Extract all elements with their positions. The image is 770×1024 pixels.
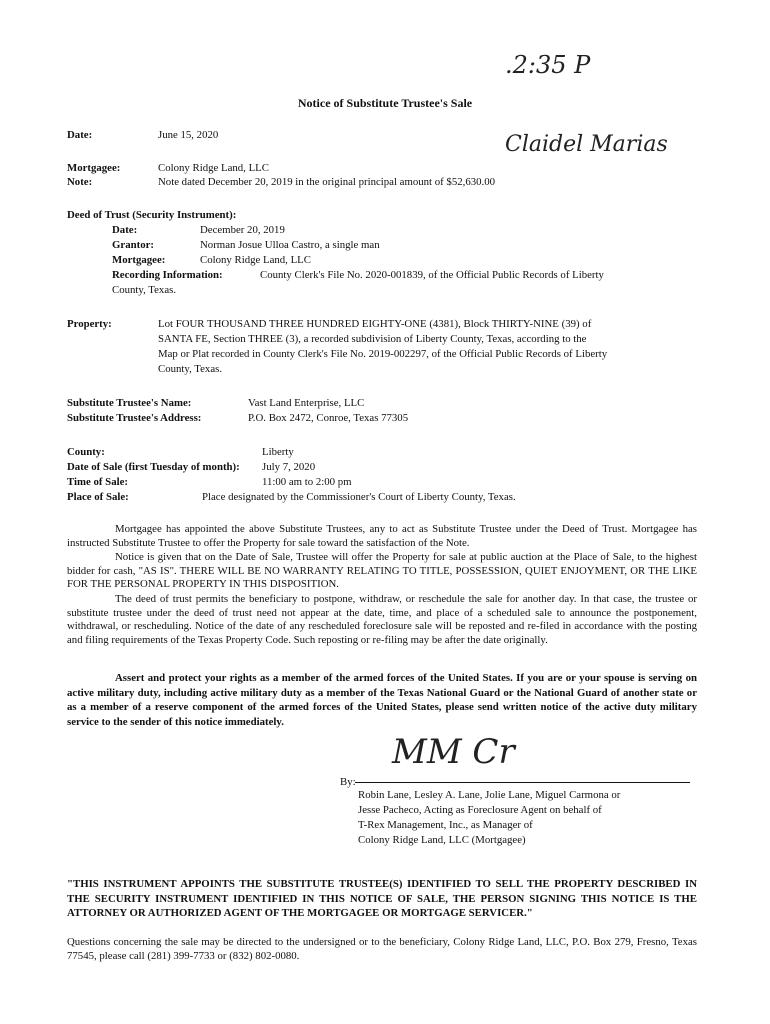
property-line4: County, Texas. — [158, 363, 223, 375]
instrument-notice: "THIS INSTRUMENT APPOINTS THE SUBSTITUTE TRUSTEE(S) IDENTIFIED TO SELL THE PROPERTY DESCRIBED IN THE SECURITY INSTRUMENT IDENTIFIED IN THIS NOTICE OF SALE, THE PERSON SIGNING THIS NOTICE IS THE ATTORNEY OR AUTHORIZED AGENT OF THE MORTGAGEE OR MORTGAGE SERVICER." — [67, 878, 697, 919]
sale-place-label: Place of Sale: — [67, 491, 129, 503]
paragraph-notice: Notice is given that on the Date of Sale, Trustee will offer the Property for sale at public auction at the Place of Sale, to the highest bidder for cash, "AS IS". THERE WILL BE NO WARRANTY RELATING TO TITLE, POSSESSION, QUIET ENJOYMENT, OR THE LIKE FOR THE PERSONAL PROPERTY IN THIS DISPOSITION. — [67, 551, 697, 590]
property-line1: Lot FOUR THOUSAND THREE HUNDRED EIGHTY-ONE (4381), Block THIRTY-NINE (39) of — [158, 318, 592, 330]
paragraph-postpone: The deed of trust permits the beneficiary to postpone, withdraw, or reschedule the sale for another day. In that case, the trustee or substitute trustee under the deed of trust need not appear at the date, time, and place of a scheduled sale to announce the postponement, withdrawal, or rescheduling. Notice of the date of any rescheduled foreclosure sale will be reposted and re-filed in accordance with the posting and filing requirements of the Texas Property Code. Such reposting or re-filing may be after the date originally. — [67, 593, 697, 646]
date-value: June 15, 2020 — [158, 129, 219, 141]
deed-mortgagee-label: Mortgagee: — [112, 254, 166, 266]
county-label: County: — [67, 446, 105, 458]
signer-line2: Jesse Pacheco, Acting as Foreclosure Agent on behalf of — [358, 804, 602, 816]
by-label: By: — [340, 776, 356, 788]
signature-line — [355, 781, 690, 783]
trustee-name-label: Substitute Trustee's Name: — [67, 397, 192, 409]
grantor-label: Grantor: — [112, 239, 154, 251]
deed-heading: Deed of Trust (Security Instrument): — [67, 209, 237, 221]
sale-date-value: July 7, 2020 — [262, 461, 316, 473]
handwritten-signature-top: Claidel Marias — [505, 132, 668, 157]
sale-place-value: Place designated by the Commissioner's Court of Liberty County, Texas. — [202, 491, 516, 503]
deed-date-value: December 20, 2019 — [200, 224, 285, 236]
grantor-value: Norman Josue Ulloa Castro, a single man — [200, 239, 380, 251]
property-line3: Map or Plat recorded in County Clerk's File No. 2019-002297, of the Official Public Records of Liberty — [158, 348, 608, 360]
signer-line4: Colony Ridge Land, LLC (Mortgagee) — [358, 834, 526, 846]
date-label: Date: — [67, 129, 93, 141]
deed-date-label: Date: — [112, 224, 138, 236]
trustee-address-value: P.O. Box 2472, Conroe, Texas 77305 — [248, 412, 409, 424]
recording-value-line1: County Clerk's File No. 2020-001839, of the Official Public Records of Liberty — [260, 269, 604, 281]
paragraph-military: Assert and protect your rights as a member of the armed forces of the United States. If you are or your spouse is serving on active military duty, including active military duty as a member of the Texas National Guard or the National Guard of another state or as a member of a reserve component of the armed forces of the United States, please send written notice of the active duty military service to the sender of this notice immediately. — [67, 672, 697, 728]
property-line2: SANTA FE, Section THREE (3), a recorded subdivision of Liberty County, Texas, according to the — [158, 333, 587, 345]
trustee-name-value: Vast Land Enterprise, LLC — [248, 397, 365, 409]
mortgagee-label: Mortgagee: — [67, 162, 121, 174]
recording-value-line2: County, Texas. — [112, 284, 177, 296]
trustee-address-label: Substitute Trustee's Address: — [67, 412, 202, 424]
note-value: Note dated December 20, 2019 in the original principal amount of $52,630.00 — [158, 176, 496, 188]
page-title: Notice of Substitute Trustee's Sale — [297, 96, 473, 110]
deed-mortgagee-value: Colony Ridge Land, LLC — [200, 254, 311, 266]
questions-contact: Questions concerning the sale may be directed to the undersigned or to the beneficiary, Colony Ridge Land, LLC, P.O. Box 279, Fresno, Texas 77545, please call (281) 399-7733 or (832) 802-0080. — [67, 936, 697, 962]
paragraph-appointment: Mortgagee has appointed the above Substitute Trustees, any to act as Substitute Trustee under the Deed of Trust. Mortgagee has instructed Substitute Trustee to offer the Property for sale toward the satisfaction of the Note. — [67, 523, 697, 549]
signer-line3: T-Rex Management, Inc., as Manager of — [358, 819, 533, 831]
sale-time-label: Time of Sale: — [67, 476, 128, 488]
sale-time-value: 11:00 am to 2:00 pm — [262, 476, 352, 488]
property-label: Property: — [67, 318, 112, 330]
signer-line1: Robin Lane, Lesley A. Lane, Jolie Lane, Miguel Carmona or — [358, 789, 621, 801]
recording-label: Recording Information: — [112, 269, 223, 281]
handwritten-time: .2:35 P — [505, 51, 591, 79]
sale-date-label: Date of Sale (first Tuesday of month): — [67, 461, 240, 473]
signature-handwritten: MM Cr — [392, 732, 515, 772]
county-value: Liberty — [262, 446, 294, 458]
note-label: Note: — [67, 176, 93, 188]
mortgagee-value: Colony Ridge Land, LLC — [158, 162, 269, 174]
